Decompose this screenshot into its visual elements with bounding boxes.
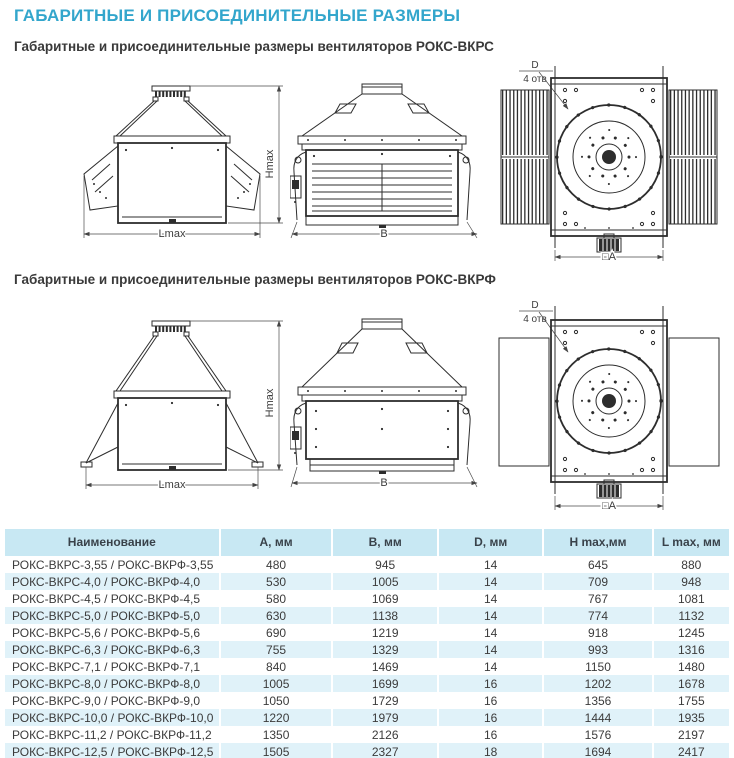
fan-name-cell: РОКС-ВКРС-4,5 / РОКС-ВКРФ-4,5: [12, 591, 201, 606]
a-square-label: □A: [602, 500, 616, 512]
side-brackets: [290, 152, 470, 220]
column-header-d: D, мм: [438, 529, 544, 556]
fan-name-cell: РОКС-ВКРС-5,0 / РОКС-ВКРФ-5,0: [12, 608, 201, 623]
dimension-value-cell: 767: [543, 590, 652, 607]
fan-body: [118, 398, 226, 470]
lmax-dimension: [84, 176, 260, 240]
dimension-value-cell: 1755: [653, 692, 729, 709]
vkrs-front-view-drawing: [76, 80, 288, 248]
dimension-value-cell: 1694: [543, 743, 652, 758]
column-header-b: В, мм: [332, 529, 438, 556]
dimension-value-cell: 530: [220, 573, 333, 590]
vkrf-top-view-drawing: [473, 296, 723, 514]
hmax-label: Hmax: [264, 149, 276, 179]
table-row: [5, 590, 729, 607]
table-row: [5, 607, 729, 624]
side-panel-right: [669, 338, 719, 466]
dimension-value-cell: 14: [438, 641, 544, 658]
fan-name-cell: РОКС-ВКРС-7,1 / РОКС-ВКРФ-7,1: [12, 659, 201, 674]
plain-body: [306, 401, 458, 474]
dimension-value-cell: 690: [220, 624, 333, 641]
dimension-value-cell: 1444: [543, 709, 652, 726]
dimension-value-cell: 1505: [220, 743, 333, 758]
column-header-lmax: L max, мм: [653, 529, 729, 556]
fan-name-cell: РОКС-ВКРС-6,3 / РОКС-ВКРФ-6,3: [12, 642, 201, 657]
dimension-value-cell: 1935: [653, 709, 729, 726]
dimension-value-cell: 1081: [653, 590, 729, 607]
hood: [114, 101, 230, 143]
support-legs: [81, 403, 263, 467]
dimension-value-cell: 1316: [653, 641, 729, 658]
dimension-value-cell: 1245: [653, 624, 729, 641]
dimension-value-cell: 18: [438, 743, 544, 758]
fan-name-cell: РОКС-ВКРС-5,6 / РОКС-ВКРФ-5,6: [12, 625, 201, 640]
side-brackets: [290, 403, 470, 465]
dimension-value-cell: 1356: [543, 692, 652, 709]
louver-panel-left: [501, 90, 549, 224]
dimension-value-cell: 630: [220, 607, 333, 624]
table-row: [5, 641, 729, 658]
impeller-circles: [557, 349, 661, 453]
b-label: B: [380, 477, 388, 489]
vkrf-front-view-drawing: [76, 315, 288, 500]
vkrs-top-view-drawing: [473, 58, 723, 263]
table-row: [5, 709, 729, 726]
column-header-a: А, мм: [220, 529, 333, 556]
louver-panel-right: [669, 90, 717, 224]
dimension-value-cell: 14: [438, 556, 544, 573]
section-title-vkrs: Габаритные и присоединительные размеры вентиляторов РОКС-ВКРС: [14, 39, 494, 54]
fan-name-cell: РОКС-ВКРС-3,55 / РОКС-ВКРФ-3,55: [12, 557, 214, 572]
fan-name-cell: РОКС-ВКРС-8,0 / РОКС-ВКРФ-8,0: [12, 676, 201, 691]
fan-name-cell: РОКС-ВКРС-9,0 / РОКС-ВКРФ-9,0: [12, 693, 201, 708]
dimension-value-cell: 14: [438, 573, 544, 590]
dimension-value-cell: 1480: [653, 658, 729, 675]
vkrs-side-view-drawing: [290, 80, 480, 248]
fan-name-cell: РОКС-ВКРС-12,5 / РОКС-ВКРФ-12,5: [12, 744, 214, 758]
table-row: [5, 675, 729, 692]
dimension-value-cell: 1350: [220, 726, 333, 743]
fan-name-cell: РОКС-ВКРС-10,0 / РОКС-ВКРФ-10,0: [12, 710, 214, 725]
side-skirts: [84, 146, 260, 210]
dimensions-table-header: [5, 529, 729, 556]
column-header-hmax: Н max,мм: [543, 529, 652, 556]
dimension-value-cell: 14: [438, 590, 544, 607]
dimension-value-cell: 16: [438, 692, 544, 709]
dimension-value-cell: 14: [438, 607, 544, 624]
d-label: D: [531, 300, 539, 311]
holes-count-label: 4 отв: [523, 74, 547, 85]
dimension-value-cell: 840: [220, 658, 333, 675]
dimension-value-cell: 918: [543, 624, 652, 641]
hmax-dimension: [190, 321, 283, 470]
motor-top: [152, 321, 190, 336]
side-panel-left: [499, 338, 549, 466]
hood: [298, 319, 466, 401]
a-dimension: [555, 250, 663, 263]
column-header-name: Наименование: [5, 529, 220, 556]
dimension-value-cell: 709: [543, 573, 652, 590]
dimension-value-cell: 1050: [220, 692, 333, 709]
dimension-value-cell: 1150: [543, 658, 652, 675]
section-title-vkrf: Габаритные и присоединительные размеры вентиляторов РОКС-ВКРФ: [14, 272, 496, 287]
dimension-value-cell: 1202: [543, 675, 652, 692]
motor-top: [152, 86, 190, 101]
table-row: [5, 658, 729, 675]
hmax-label: Hmax: [264, 388, 276, 418]
a-square-label: □A: [602, 251, 616, 263]
impeller-circles: [557, 105, 661, 209]
fan-name-cell: РОКС-ВКРС-4,0 / РОКС-ВКРФ-4,0: [12, 574, 201, 589]
dimensions-table: [5, 529, 729, 758]
dimension-value-cell: 1132: [653, 607, 729, 624]
dimension-value-cell: 16: [438, 709, 544, 726]
table-row: [5, 692, 729, 709]
table-row: [5, 726, 729, 743]
dimension-value-cell: 774: [543, 607, 652, 624]
dimension-value-cell: 2327: [332, 743, 438, 758]
holes-count-label: 4 отв: [523, 314, 547, 325]
lmax-label: Lmax: [158, 479, 186, 491]
dimension-value-cell: 1219: [332, 624, 438, 641]
dimension-value-cell: 1979: [332, 709, 438, 726]
dimension-value-cell: 1138: [332, 607, 438, 624]
dimension-value-cell: 14: [438, 624, 544, 641]
b-dimension: [291, 467, 477, 489]
table-row: [5, 743, 729, 758]
dimension-value-cell: 580: [220, 590, 333, 607]
dimension-value-cell: 948: [653, 573, 729, 590]
dimension-value-cell: 1729: [332, 692, 438, 709]
dimension-value-cell: 993: [543, 641, 652, 658]
dimension-value-cell: 1678: [653, 675, 729, 692]
dimension-value-cell: 1005: [332, 573, 438, 590]
vkrf-side-view-drawing: [290, 315, 480, 500]
dimensions-table-body: [5, 556, 729, 758]
dimension-value-cell: 1329: [332, 641, 438, 658]
dimension-value-cell: 880: [653, 556, 729, 573]
dimension-value-cell: 1469: [332, 658, 438, 675]
table-row: [5, 556, 729, 573]
dimension-value-cell: 480: [220, 556, 333, 573]
b-label: B: [380, 228, 388, 240]
dimension-value-cell: 2126: [332, 726, 438, 743]
dimension-value-cell: 2417: [653, 743, 729, 758]
lmax-label: Lmax: [158, 228, 186, 240]
fan-name-cell: РОКС-ВКРС-11,2 / РОКС-ВКРФ-11,2: [12, 727, 212, 742]
hood: [114, 336, 230, 398]
dimension-value-cell: 945: [332, 556, 438, 573]
dimension-value-cell: 645: [543, 556, 652, 573]
dimension-value-cell: 14: [438, 658, 544, 675]
page-title: ГАБАРИТНЫЕ И ПРИСОЕДИНИТЕЛЬНЫЕ РАЗМЕРЫ: [14, 6, 461, 25]
dimension-value-cell: 1220: [220, 709, 333, 726]
dimension-value-cell: 1069: [332, 590, 438, 607]
table-row: [5, 573, 729, 590]
dimension-value-cell: 755: [220, 641, 333, 658]
table-row: [5, 624, 729, 641]
dimension-value-cell: 16: [438, 675, 544, 692]
fan-body: [118, 143, 226, 223]
louver-body: [306, 150, 458, 228]
dimension-value-cell: 2197: [653, 726, 729, 743]
dimension-value-cell: 16: [438, 726, 544, 743]
d-label: D: [531, 60, 539, 71]
hood: [298, 84, 466, 150]
dimension-value-cell: 1005: [220, 675, 333, 692]
dimension-value-cell: 1576: [543, 726, 652, 743]
dimension-value-cell: 1699: [332, 675, 438, 692]
